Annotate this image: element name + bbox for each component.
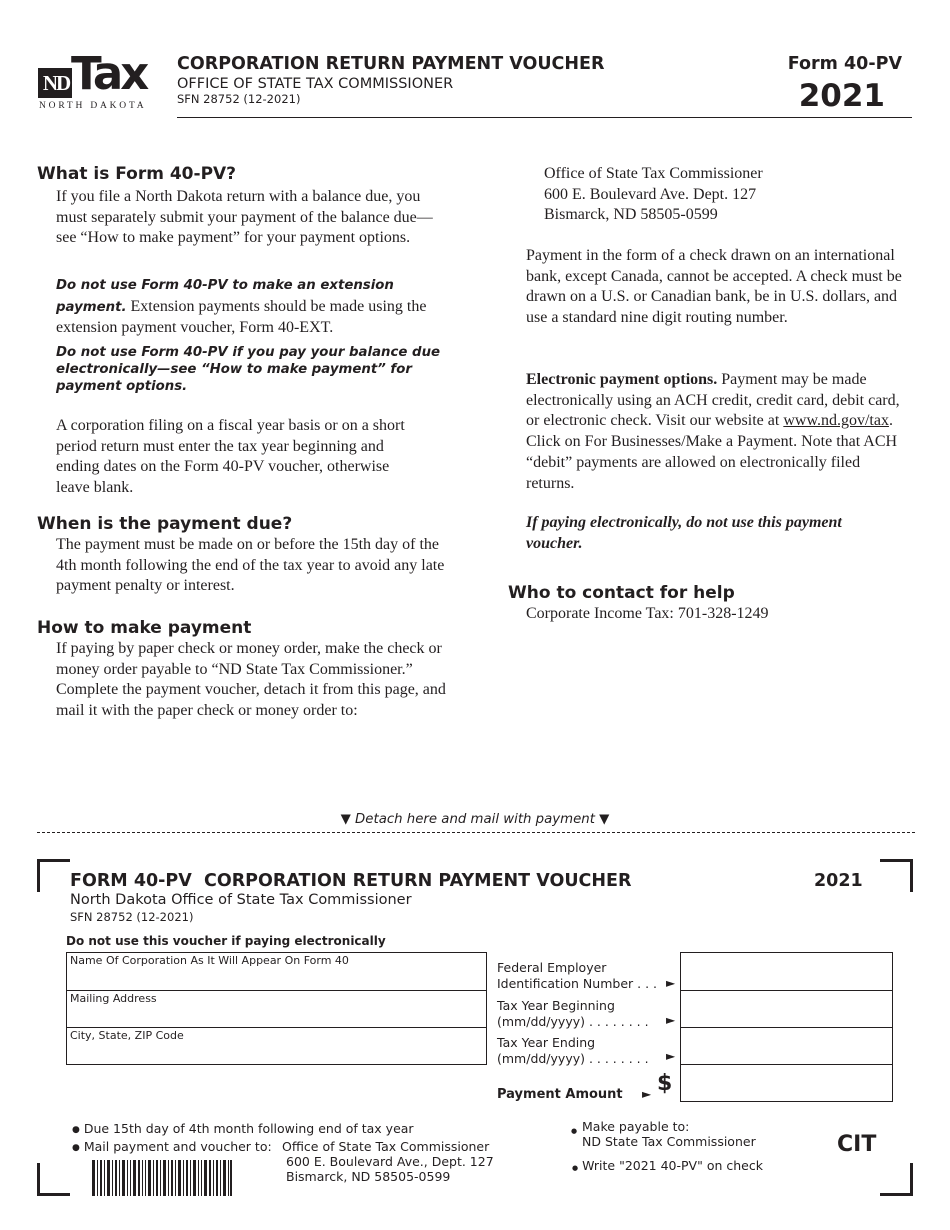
header-year: 2021: [798, 78, 885, 114]
fein-arrow: ►: [666, 976, 676, 990]
tax-year-ending-label: [497, 1035, 649, 1067]
tax-year-ending-line-1: Tax Year Ending: [497, 1035, 596, 1050]
barcode-graphic: [92, 1160, 232, 1196]
tax-year-ending-field[interactable]: [680, 1027, 893, 1065]
voucher-mail-address-line-2: 600 E. Boulevard Ave., Dept. 127: [286, 1154, 494, 1169]
voucher-warning: Do not use this voucher if paying electronically: [66, 934, 386, 948]
payment-amount-arrow: ►: [642, 1087, 652, 1101]
how-paragraph: If paying by paper check or money order, make the check or money order payable to “ND State Tax Commissioner.” Complete the payment voucher, detach it from this page, and mail it with the paper check or money order to:: [56, 640, 446, 720]
tax-year-beginning-line-1: Tax Year Beginning: [497, 998, 615, 1013]
city-state-zip-label: City, State, ZIP Code: [70, 1029, 184, 1042]
electronic-options-paragraph: [526, 370, 910, 494]
mailing-address-label: Mailing Address: [70, 992, 157, 1005]
tax-year-beginning-arrow: ►: [666, 1013, 676, 1027]
header-form-number: Form 40-PV: [787, 54, 902, 74]
due-bullet-text: Due 15th day of 4th month following end of tax year: [83, 1121, 414, 1136]
due-paragraph: The payment must be made on or before the 15th day of the 4th month following the end of the tax year to avoid any late payment penalty or interest.: [56, 536, 445, 595]
voucher-sfn: SFN 28752 (12-2021): [70, 910, 194, 924]
payable-line-1: Make payable to:: [582, 1119, 690, 1134]
electronic-italic-note: If paying electronically, do not use this payment voucher.: [526, 514, 842, 552]
nd-tax-logo: [38, 47, 156, 116]
payable-line-2: ND State Tax Commissioner: [582, 1134, 756, 1149]
extension-note-bold: Do not use Form 40-PV to make an extension payment.: [56, 278, 394, 315]
address-line-1: Office of State Tax Commissioner: [544, 165, 763, 182]
write-note-text: Write "2021 40-PV" on check: [582, 1158, 763, 1173]
electronic-options-text-1: Payment may be made electronically using an ACH credit, credit card, debit card, or electronic check. Visit our website at: [526, 371, 900, 430]
city-state-zip-field[interactable]: [66, 1027, 487, 1065]
bullet-dot: ●: [572, 1164, 579, 1172]
fein-label-line-2: Identification Number . . .: [497, 976, 657, 991]
corner-mark-top-right: [880, 859, 913, 892]
electronic-options-bold: Electronic payment options.: [526, 371, 718, 388]
help-heading: Who to contact for help: [508, 583, 735, 603]
corporation-name-label: Name Of Corporation As It Will Appear On Form 40: [70, 954, 349, 967]
mailing-address-block: [544, 164, 884, 226]
address-line-2: 600 E. Boulevard Ave. Dept. 127: [544, 185, 757, 203]
bullet-dot: ●: [72, 1125, 80, 1135]
logo-tax-text: Tax: [71, 47, 147, 100]
due-heading: When is the payment due?: [37, 514, 293, 534]
dollar-sign: $: [657, 1071, 673, 1096]
mailing-address-field[interactable]: [66, 990, 487, 1028]
fein-field[interactable]: [680, 952, 893, 991]
how-heading: How to make payment: [37, 618, 252, 638]
logo-north-dakota: NORTH DAKOTA: [39, 101, 147, 111]
header-office: OFFICE OF STATE TAX COMMISSIONER: [177, 76, 454, 92]
tax-year-beginning-label: [497, 998, 649, 1030]
international-check-paragraph: Payment in the form of a check drawn on an international bank, except Canada, cannot be accepted. A check must be drawn on a U.S. or Canadian bank, be in U.S. dollars, and use a standard nine digit routing number.: [526, 247, 902, 327]
bullet-dot: ●: [571, 1127, 578, 1135]
cit-code: CIT: [837, 1132, 877, 1157]
mail-bullet-text: Mail payment and voucher to:: [83, 1139, 272, 1154]
fein-label: [497, 960, 657, 992]
voucher-mail-address-line-1: Office of State Tax Commissioner: [282, 1139, 490, 1154]
corner-mark-bottom-right: [880, 1163, 913, 1196]
payment-amount-field[interactable]: [680, 1064, 893, 1102]
what-heading: What is Form 40-PV?: [37, 164, 237, 184]
detach-dashed-line: [37, 832, 915, 833]
due-bullet: [72, 1121, 414, 1136]
voucher-mail-address: [282, 1139, 494, 1184]
payable-bullet: [572, 1119, 756, 1149]
mail-bullet: [72, 1139, 272, 1154]
logo-nd-text: ND: [42, 71, 70, 95]
fiscal-year-paragraph: A corporation filing on a fiscal year basis or on a short period return must enter the tax year beginning and ending dates on the Form 40-PV voucher, otherwise leave blank.: [56, 417, 405, 497]
tax-year-ending-arrow: ►: [666, 1049, 676, 1063]
corner-mark-bottom-left: [37, 1163, 70, 1196]
help-phone: Corporate Income Tax: 701-328-1249: [526, 605, 769, 622]
electronic-warning: Do not use Form 40-PV if you pay your balance due electronically—see “How to make payment” for payment options.: [56, 345, 441, 394]
payment-amount-label: Payment Amount: [497, 1087, 623, 1102]
voucher-mail-address-line-3: Bismarck, ND 58505-0599: [286, 1169, 451, 1184]
voucher-title: FORM 40-PV CORPORATION RETURN PAYMENT VOUCHER: [70, 871, 632, 891]
voucher-year: 2021: [814, 871, 863, 891]
address-line-3: Bismarck, ND 58505-0599: [544, 206, 718, 224]
header-title: CORPORATION RETURN PAYMENT VOUCHER: [177, 54, 605, 74]
tax-year-beginning-line-2: (mm/dd/yyyy) . . . . . . . .: [497, 1014, 649, 1029]
tax-year-ending-line-2: (mm/dd/yyyy) . . . . . . . .: [497, 1051, 649, 1066]
extension-note-text: Extension payments should be made using the extension payment voucher, Form 40-EXT.: [56, 297, 427, 337]
fein-label-line-1: Federal Employer: [497, 960, 607, 975]
write-note-bullet: [572, 1158, 763, 1173]
nd-tax-website-link[interactable]: www.nd.gov/tax: [783, 412, 889, 430]
header-rule: [177, 117, 912, 118]
tax-year-beginning-field[interactable]: [680, 990, 893, 1028]
extension-note: [56, 275, 448, 339]
electronic-options-text-2: . Click on For Businesses/Make a Payment. Note that ACH “debit” payments are allowed on electronically filed returns.: [526, 412, 898, 492]
barcode: [92, 1160, 232, 1196]
corner-mark-top-left: [37, 859, 70, 892]
voucher-office: North Dakota Office of State Tax Commissioner: [70, 892, 412, 908]
what-paragraph: If you file a North Dakota return with a balance due, you must separately submit your payment of the balance due—see “How to make payment” for your payment options.: [56, 188, 433, 247]
corporation-name-field[interactable]: [66, 952, 487, 991]
bullet-dot: ●: [72, 1143, 80, 1153]
detach-instruction: ▼ Detach here and mail with payment ▼: [340, 812, 610, 827]
header-sfn: SFN 28752 (12-2021): [177, 92, 301, 106]
